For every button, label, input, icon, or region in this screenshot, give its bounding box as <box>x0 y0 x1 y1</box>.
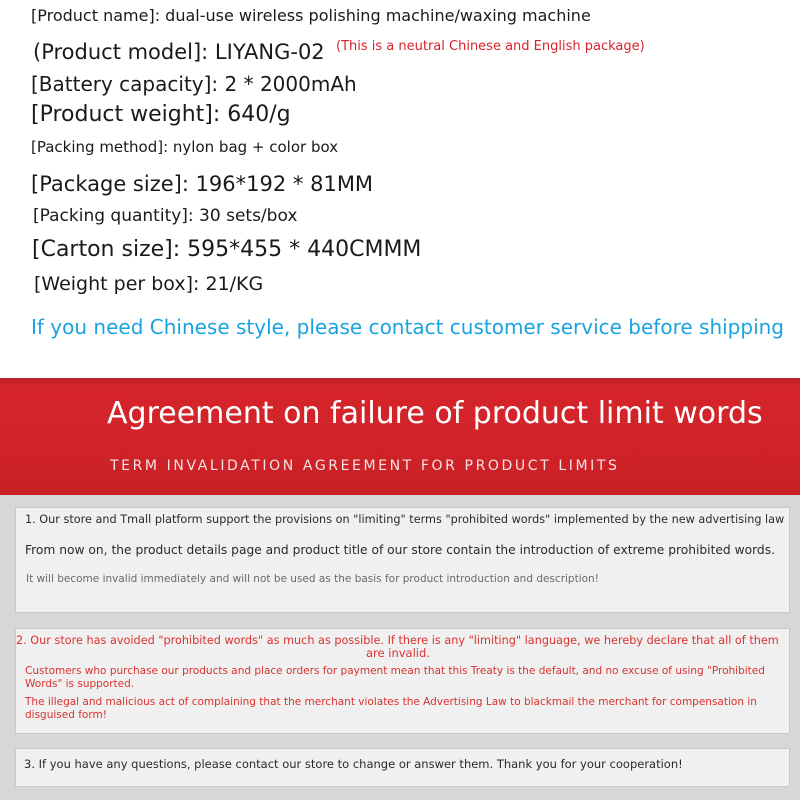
product-model-line: (Product model]: LIYANG-02 <box>33 40 325 64</box>
banner-title: Agreement on failure of product limit words <box>107 396 763 431</box>
contact-customer-service-note: If you need Chinese style, please contact customer service before shipping <box>31 315 784 339</box>
card-2-line-3a: The illegal and malicious act of complaining that the merchant violates the Advertising Law to blackmail the merchant for compensation in <box>25 696 757 708</box>
card-1-line-1: 1. Our store and Tmall platform support the provisions on "limiting" terms "prohibited words" implemented by the new advertising law <box>25 513 785 526</box>
package-size-line: [Package size]: 196*192 * 81MM <box>31 172 374 196</box>
agreement-banner <box>0 378 800 495</box>
product-weight-line: [Product weight]: 640/g <box>31 102 291 127</box>
weight-per-box-line: [Weight per box]: 21/KG <box>34 273 264 295</box>
card-2-line-1b: are invalid. <box>366 646 430 660</box>
product-name-line: [Product name]: dual-use wireless polishing machine/waxing machine <box>31 6 591 25</box>
carton-size-line: [Carton size]: 595*455 * 440CMMM <box>32 237 422 262</box>
agreement-card-2 <box>15 628 790 734</box>
agreement-card-3 <box>15 748 790 787</box>
card-2-line-3b: disguised form! <box>25 709 107 721</box>
agreement-card-1 <box>15 507 790 613</box>
package-note: (This is a neutral Chinese and English package) <box>336 39 645 54</box>
card-1-line-2: From now on, the product details page and product title of our store contain the introduction of extreme prohibited words. <box>25 543 775 557</box>
banner-shadow <box>0 378 800 386</box>
battery-capacity-line: [Battery capacity]: 2 * 2000mAh <box>31 72 357 96</box>
card-2-line-1a: 2. Our store has avoided "prohibited words" as much as possible. If there is any "limiting" language, we hereby declare that all of them <box>16 634 779 647</box>
card-2-line-2a: Customers who purchase our products and place orders for payment mean that this Treaty is the default, and no excuse of using "Prohibited <box>25 665 765 677</box>
banner-subtitle: TERM INVALIDATION AGREEMENT FOR PRODUCT LIMITS <box>110 458 620 474</box>
packing-quantity-line: [Packing quantity]: 30 sets/box <box>33 206 298 226</box>
agreement-terms-panel <box>0 495 800 800</box>
product-spec-section <box>0 0 800 378</box>
card-2-line-2b: Words" is supported. <box>25 678 135 690</box>
card-1-line-3: It will become invalid immediately and will not be used as the basis for product introduction and description! <box>26 573 599 585</box>
card-3-line-1: 3. If you have any questions, please contact our store to change or answer them. Thank you for your cooperation! <box>24 757 683 771</box>
packing-method-line: [Packing method]: nylon bag + color box <box>31 138 339 156</box>
